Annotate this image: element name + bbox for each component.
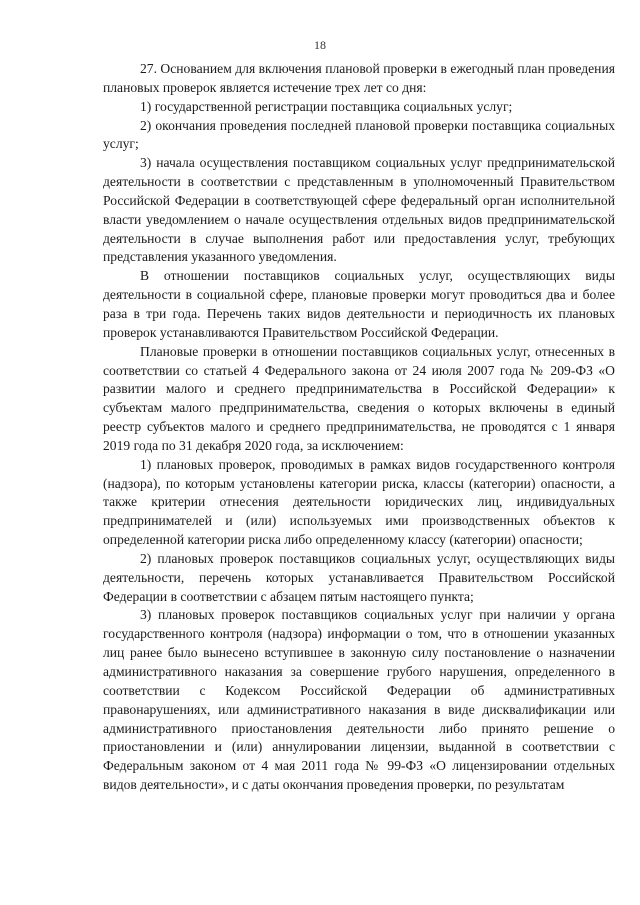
paragraph-item-1: 1) государственной регистрации поставщика социальных услуг; — [140, 98, 513, 114]
document-body — [103, 60, 615, 795]
paragraph-social-sphere: В отношении поставщиков социальных услуг, осуществляющих виды деятельности в социальной сфере, плановые проверки могут проводиться два и более раза в три года. Перечень таких видов деятельности и периодичность их плановых проверок устанавливаются Правительством Российской Федерации. — [103, 268, 615, 340]
page-number: 18 — [314, 38, 326, 52]
paragraph-exception-2: 2) плановых проверок поставщиков социальных услуг, осуществляющих виды деятельности, перечень которых устанавливается Правительством Российской Федерации в соответствии с абзацем пятым настоящего пункта; — [103, 550, 615, 604]
paragraph-item-2: 2) окончания проведения последней плановой проверки поставщика социальных услуг; — [103, 117, 615, 152]
paragraph-exception-3: 3) плановых проверок поставщиков социальных услуг при наличии у органа государственного контроля (надзора) информации о том, что в отношении указанных лиц ранее было вынесено вступившее в законную силу постановление о назначении административного наказания за совершение грубого нарушения, определенного в соответствии с Кодексом Российской Федерации об административных правонарушениях, или административного наказания в виде дисквалификации или административного приостановления деятельности либо принято решение о приостановлении и (или) аннулировании лицензии, выданной в соответствии с Федеральным законом от 4 мая 2011 года № 99-ФЗ «О лицензировании отдельных видов деятельности», и с даты окончания проведения проверки, по результатам — [103, 607, 615, 793]
paragraph-27-intro: 27. Основанием для включения плановой проверки в ежегодный план проведения плановых проверок является истечение трех лет со дня: — [103, 61, 615, 95]
paragraph-item-3: 3) начала осуществления поставщиком социальных услуг предпринимательской деятельности в соответствии с представленным в уполномоченный Правительством Российской Федерации в соответствующей сфере федеральный орган исполнительной власти уведомлением о начале осуществления отдельных видов предпринимательской деятельности в случае выполнения работ или предоставления услуг, требующих представления указанного уведомления. — [103, 155, 615, 265]
paragraph-exception-1: 1) плановых проверок, проводимых в рамках видов государственного контроля (надзора), по которым установлены категории риска, классы (категории) опасности, а также критерии отнесения деятельности юридических лиц, индивидуальных предпринимателей и (или) используемых ими производственных объектов к определенной категории риска либо определенному классу (категории) опасности; — [103, 456, 615, 548]
paragraph-small-business: Плановые проверки в отношении поставщиков социальных услуг, отнесенных в соответствии со статьей 4 Федерального закона от 24 июля 2007 года № 209-ФЗ «О развитии малого и среднего предпринимательства в Российской Федерации» к субъектам малого предпринимательства, сведения о которых включены в единый реестр субъектов малого и среднего предпринимательства, не проводятся с 1 января 2019 года по 31 декабря 2020 года, за исключением: — [103, 343, 615, 453]
